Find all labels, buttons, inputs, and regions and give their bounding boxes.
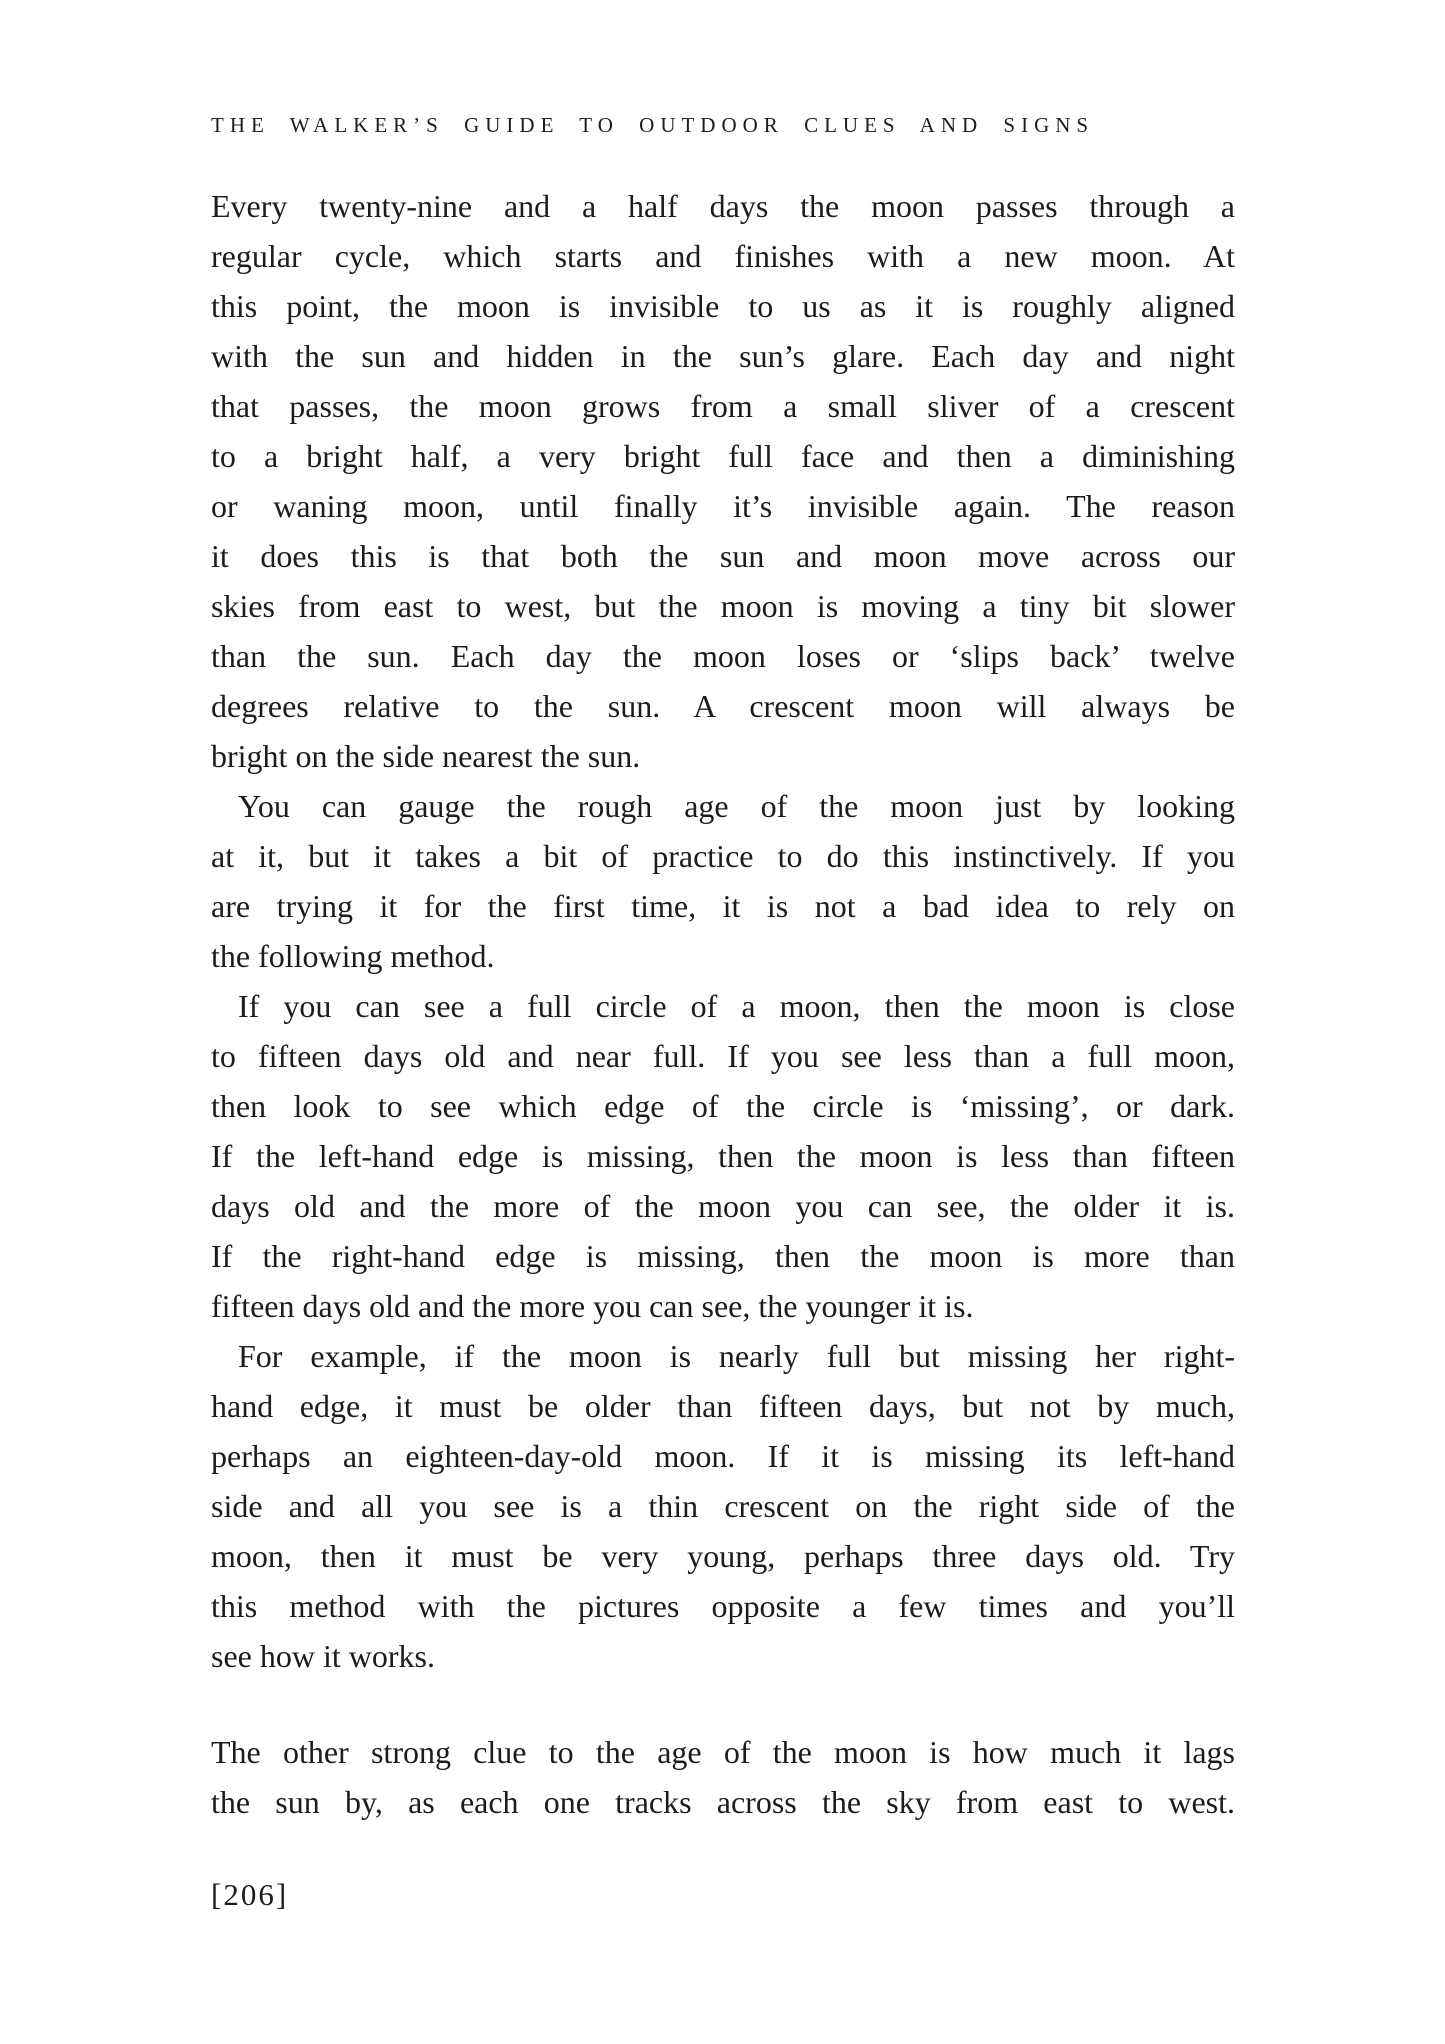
text-line: side and all you see is a thin crescent on the right side of the	[211, 1488, 1235, 1524]
text-line: For example, if the moon is nearly full but missing her right-	[238, 1338, 1235, 1374]
text-line: at it, but it takes a bit of practice to do this instinctively. If you	[211, 838, 1235, 874]
text-line: the sun by, as each one tracks across the sky from east to west.	[211, 1784, 1235, 1820]
paragraph	[211, 1727, 1235, 1827]
running-header: THE WALKER’S GUIDE TO OUTDOOR CLUES AND SIGNS	[211, 113, 1095, 137]
text-line: You can gauge the rough age of the moon just by looking	[238, 788, 1235, 824]
text-line: Every twenty-nine and a half days the moon passes through a	[211, 188, 1235, 224]
text-line: then look to see which edge of the circle is ‘missing’, or dark.	[211, 1088, 1235, 1124]
body-text	[211, 181, 1235, 1827]
paragraph	[211, 181, 1235, 781]
text-line: to fifteen days old and near full. If you see less than a full moon,	[211, 1038, 1235, 1074]
text-line: see how it works.	[211, 1638, 435, 1674]
paragraph	[211, 981, 1235, 1331]
text-line: days old and the more of the moon you can see, the older it is.	[211, 1188, 1235, 1224]
text-line: fifteen days old and the more you can see, the younger it is.	[211, 1288, 974, 1324]
text-line: hand edge, it must be older than fifteen days, but not by much,	[211, 1388, 1235, 1424]
text-line: or waning moon, until finally it’s invisible again. The reason	[211, 488, 1235, 524]
text-line: degrees relative to the sun. A crescent moon will always be	[211, 688, 1235, 724]
text-line: regular cycle, which starts and finishes with a new moon. At	[211, 238, 1235, 274]
text-line: moon, then it must be very young, perhaps three days old. Try	[211, 1538, 1235, 1574]
text-line: perhaps an eighteen-day-old moon. If it is missing its left-hand	[211, 1438, 1235, 1474]
text-line: to a bright half, a very bright full face and then a diminishing	[211, 438, 1235, 474]
text-line: that passes, the moon grows from a small sliver of a crescent	[211, 388, 1235, 424]
paragraph	[211, 1331, 1235, 1681]
text-line: If the right-hand edge is missing, then the moon is more than	[211, 1238, 1235, 1274]
text-line: the following method.	[211, 938, 495, 974]
text-line: The other strong clue to the age of the moon is how much it lags	[211, 1734, 1235, 1770]
text-line: skies from east to west, but the moon is moving a tiny bit slower	[211, 588, 1235, 624]
paragraph	[211, 781, 1235, 981]
text-line: it does this is that both the sun and moon move across our	[211, 538, 1235, 574]
text-line: are trying it for the first time, it is not a bad idea to rely on	[211, 888, 1235, 924]
text-line: If the left-hand edge is missing, then the moon is less than fifteen	[211, 1138, 1235, 1174]
text-line: than the sun. Each day the moon loses or ‘slips back’ twelve	[211, 638, 1235, 674]
text-line: this point, the moon is invisible to us as it is roughly aligned	[211, 288, 1235, 324]
text-line: If you can see a full circle of a moon, then the moon is close	[238, 988, 1235, 1024]
page-number: [206]	[211, 1877, 289, 1912]
text-line: this method with the pictures opposite a few times and you’ll	[211, 1588, 1235, 1624]
text-line: with the sun and hidden in the sun’s glare. Each day and night	[211, 338, 1235, 374]
text-line: bright on the side nearest the sun.	[211, 738, 641, 774]
